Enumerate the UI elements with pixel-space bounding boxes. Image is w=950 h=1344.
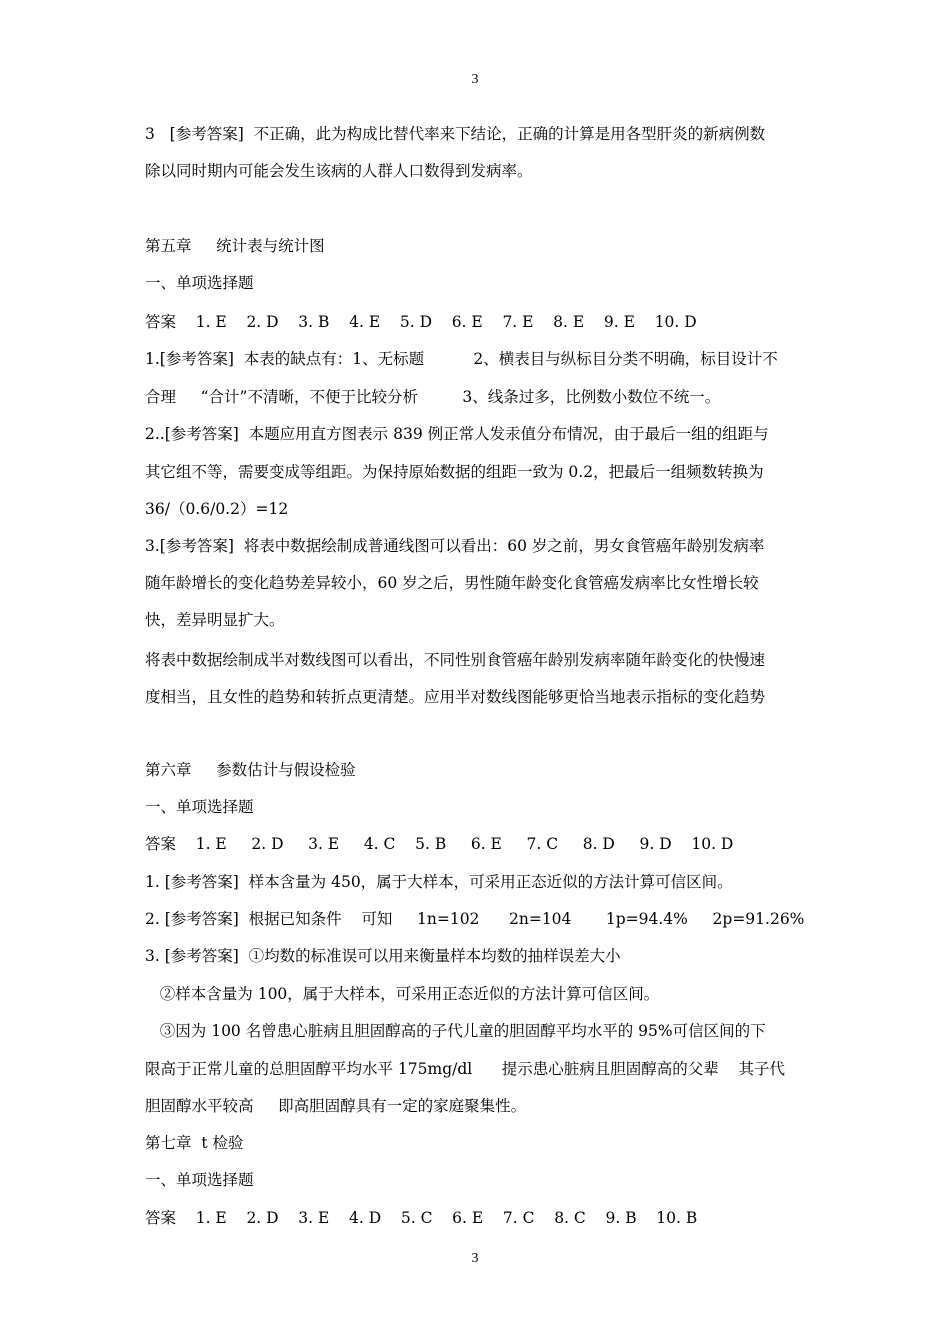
text-line: 1. [参考答案] 样本含量为 450，属于大样本，可采用正态近似的方法计算可信区间。 <box>145 873 733 891</box>
answer-key: 答案 1. E 2. D 3. B 4. E 5. D 6. E 7. E 8. E 9. E 10. D <box>145 313 697 331</box>
text-line: 2. [参考答案] 根据已知条件 可知 1n=102 2n=104 1p=94.4% 2p=91.26% <box>145 910 805 928</box>
section-heading: 一、单项选择题 <box>145 798 254 816</box>
text-line: 3. [参考答案] ①均数的标准误可以用来衡量样本均数的抽样误差大小 <box>145 947 621 965</box>
text-line: 胆固醇水平较高 即高胆固醇具有一定的家庭聚集性。 <box>145 1097 527 1115</box>
text-line: 2..[参考答案] 本题应用直方图表示 839 例正常人发汞值分布情况，由于最后一组的组距与 <box>145 425 769 443</box>
text-line: 其它组不等，需要变成等组距。为保持原始数据的组距一致为 0.2，把最后一组频数转换为 <box>145 463 764 481</box>
text-line: 3 [参考答案] 不正确，此为构成比替代率来下结论，正确的计算是用各型肝炎的新病例数 <box>145 125 766 143</box>
text-line: 除以同时期内可能会发生该病的人群人口数得到发病率。 <box>145 162 533 180</box>
chapter-heading: 第六章 参数估计与假设检验 <box>145 761 356 779</box>
text-line: 随年龄增长的变化趋势差异较小，60 岁之后，男性随年龄变化食管癌发病率比女性增长较 <box>145 574 759 592</box>
answer-key: 答案 1. E 2. D 3. E 4. C 5. B 6. E 7. C 8. D 9. D 10. D <box>145 835 734 853</box>
text-line: 将表中数据绘制成半对数线图可以看出，不同性别食管癌年龄别发病率随年龄变化的快慢速 <box>145 651 766 669</box>
text-line: ③因为 100 名曾患心脏病且胆固醇高的子代儿童的胆固醇平均水平的 95%可信区间的下 <box>145 1022 766 1040</box>
text-line: 36/（0.6/0.2）=12 <box>145 500 289 518</box>
text-line: 快，差异明显扩大。 <box>145 611 285 629</box>
section-heading: 一、单项选择题 <box>145 274 254 292</box>
text-line: 合理 “合计”不清晰，不便于比较分析 3、线条过多，比例数小数位不统一。 <box>145 388 721 406</box>
answer-key: 答案 1. E 2. D 3. E 4. D 5. C 6. E 7. C 8. C 9. B 10. B <box>145 1209 698 1227</box>
page-number-top: 3 <box>471 72 479 87</box>
chapter-heading: 第五章 统计表与统计图 <box>145 237 325 255</box>
text-line: ②样本含量为 100，属于大样本，可采用正态近似的方法计算可信区间。 <box>145 985 660 1003</box>
page-number-bottom: 3 <box>471 1251 479 1266</box>
text-line: 3.[参考答案] 将表中数据绘制成普通线图可以看出：60 岁之前，男女食管癌年龄别发病率 <box>145 537 765 555</box>
text-line: 限高于正常儿童的总胆固醇平均水平 175mg/dl 提示患心脏病且胆固醇高的父辈 其子代 <box>145 1060 786 1078</box>
section-heading: 一、单项选择题 <box>145 1171 254 1189</box>
text-line: 1.[参考答案] 本表的缺点有：1、无标题 2、横表目与纵标目分类不明确，标目设计不 <box>145 350 778 368</box>
chapter-heading: 第七章 t 检验 <box>145 1134 244 1152</box>
text-line: 度相当，且女性的趋势和转折点更清楚。应用半对数线图能够更恰当地表示指标的变化趋势 <box>145 688 766 706</box>
